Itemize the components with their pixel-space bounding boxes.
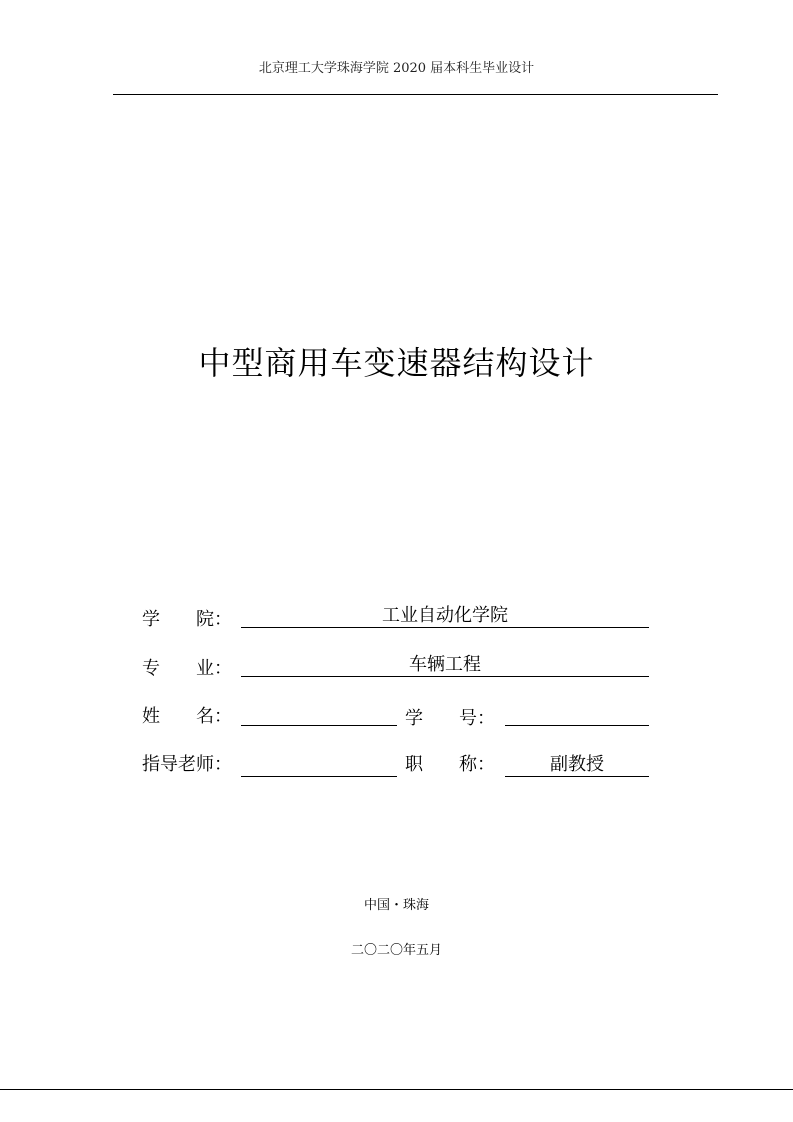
major-field: 车辆工程 [241, 654, 649, 677]
header-rule [113, 94, 718, 95]
footer-date: 二〇二〇年五月 [350, 943, 442, 958]
academic-title-field: 副教授 [505, 754, 649, 777]
college-label: 学 院： [142, 609, 232, 630]
major-label: 专 业： [142, 658, 232, 679]
advisor-label: 指导老师： [142, 754, 232, 775]
thesis-title: 中型商用车变速器结构设计 [198, 344, 595, 382]
student-id-field [505, 703, 649, 726]
academic-title-label: 职 称： [405, 754, 495, 775]
college-field: 工业自动化学院 [241, 605, 649, 628]
name-label: 姓 名： [142, 706, 232, 727]
student-id-label: 学 号： [405, 708, 495, 729]
name-field [241, 703, 397, 726]
bottom-rule [0, 1089, 793, 1090]
footer-place: 中国・珠海 [363, 898, 429, 913]
running-header: 北京理工大学珠海学院 2020 届本科生毕业设计 [258, 61, 535, 76]
advisor-field [241, 754, 397, 777]
